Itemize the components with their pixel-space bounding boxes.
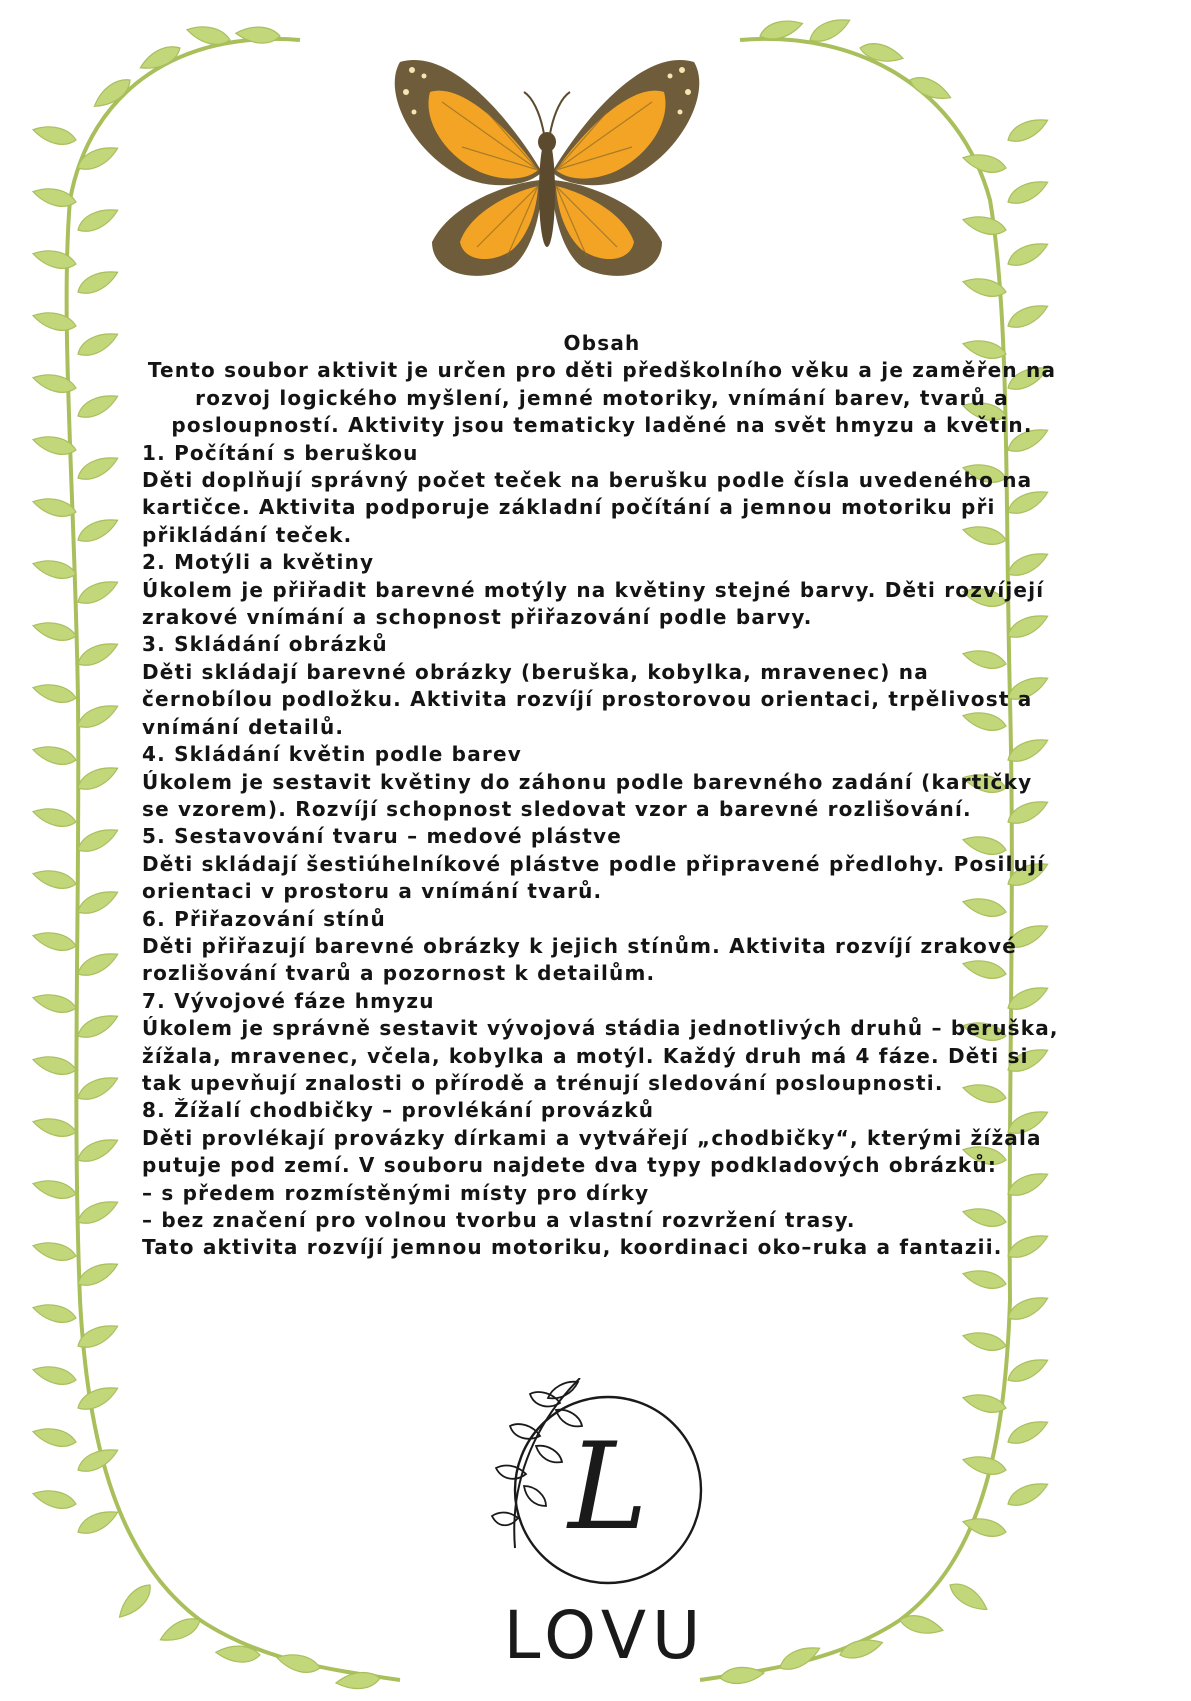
bullet-item: – bez značení pro volnou tvorbu a vlastní rozvržení trasy. <box>142 1208 856 1232</box>
section-body: Děti skládají šestiúhelníkové plástve podle připravené předlohy. Posilují orientaci v prostoru a vnímání tvarů. <box>142 851 1046 904</box>
section-4 <box>142 741 1062 823</box>
section-heading: 8. Žížalí chodbičky – provlékání provázků <box>142 1098 655 1123</box>
section-heading: 7. Vývojové fáze hmyzu <box>142 988 435 1013</box>
section-body: Úkolem je přiřadit barevné motýly na květiny stejné barvy. Děti rozvíjejí zrakové vnímání a schopnost přiřazování podle barvy. <box>142 577 1045 630</box>
brand-name: LOVU <box>503 1597 707 1674</box>
document-content <box>142 330 1062 1262</box>
section-1 <box>142 440 1062 550</box>
section-heading: 1. Počítání s beruškou <box>142 440 419 465</box>
closing-text: Tato aktivita rozvíjí jemnou motoriku, koordinaci oko–ruka a fantazii. <box>142 1235 1003 1260</box>
section-2 <box>142 549 1062 631</box>
section-body: Děti provlékají provázky dírkami a vytvářejí „chodbičky“, kterými žížala putuje pod zemí. V souboru najdete dva typy podkladových obrázků: <box>142 1125 1042 1178</box>
document-title: Obsah <box>563 331 641 355</box>
bullet-item: – s předem rozmístěnými místy pro dírky <box>142 1180 650 1205</box>
section-5 <box>142 823 1062 905</box>
section-3 <box>142 631 1062 741</box>
section-heading: 5. Sestavování tvaru – medové plástve <box>142 824 623 849</box>
section-6 <box>142 906 1062 988</box>
section-body: Úkolem je správně sestavit vývojová stádia jednotlivých druhů – beruška, žížala, mravenec, včela, kobylka a motýl. Každý druh má 4 fáze. Děti si tak upevňují znalosti o přírodě a trénují sledování posloupnosti. <box>142 1016 1059 1095</box>
section-heading: 4. Skládání květin podle barev <box>142 742 522 767</box>
section-heading: 2. Motýli a květiny <box>142 550 375 575</box>
section-7 <box>142 988 1062 1098</box>
section-body: Úkolem je sestavit květiny do záhonu podle barevného zadání (kartičky se vzorem). Rozvíjí schopnost sledovat vzor a barevné rozlišování. <box>142 769 1033 821</box>
section-body: Děti přiřazují barevné obrázky k jejich stínům. Aktivita rozvíjí zrakové rozlišování tvarů a pozornost k detailům. <box>142 933 1017 986</box>
butterfly-icon <box>392 52 702 292</box>
logo-monogram: L <box>568 1418 648 1557</box>
section-heading: 6. Přiřazování stínů <box>142 906 386 931</box>
section-8 <box>142 1097 1062 1261</box>
section-heading: 3. Skládání obrázků <box>142 632 388 657</box>
section-body: Děti skládají barevné obrázky (beruška, kobylka, mravenec) na černobílou podložku. Aktivita rozvíjí prostorovou orientaci, trpělivost a vnímání detailů. <box>142 659 1033 739</box>
section-body: Děti doplňují správný počet teček na berušku podle čísla uvedeného na kartičce. Aktivita podporuje základní počítání a jemnou motoriku při přikládání teček. <box>142 468 1033 547</box>
document-intro: Tento soubor aktivit je určen pro děti předškolního věku a je zaměřen na rozvoj logického myšlení, jemné motoriky, vnímání barev, tvarů a posloupností. Aktivity jsou tematicky laděné na svět hmyzu a květin. <box>147 358 1057 438</box>
